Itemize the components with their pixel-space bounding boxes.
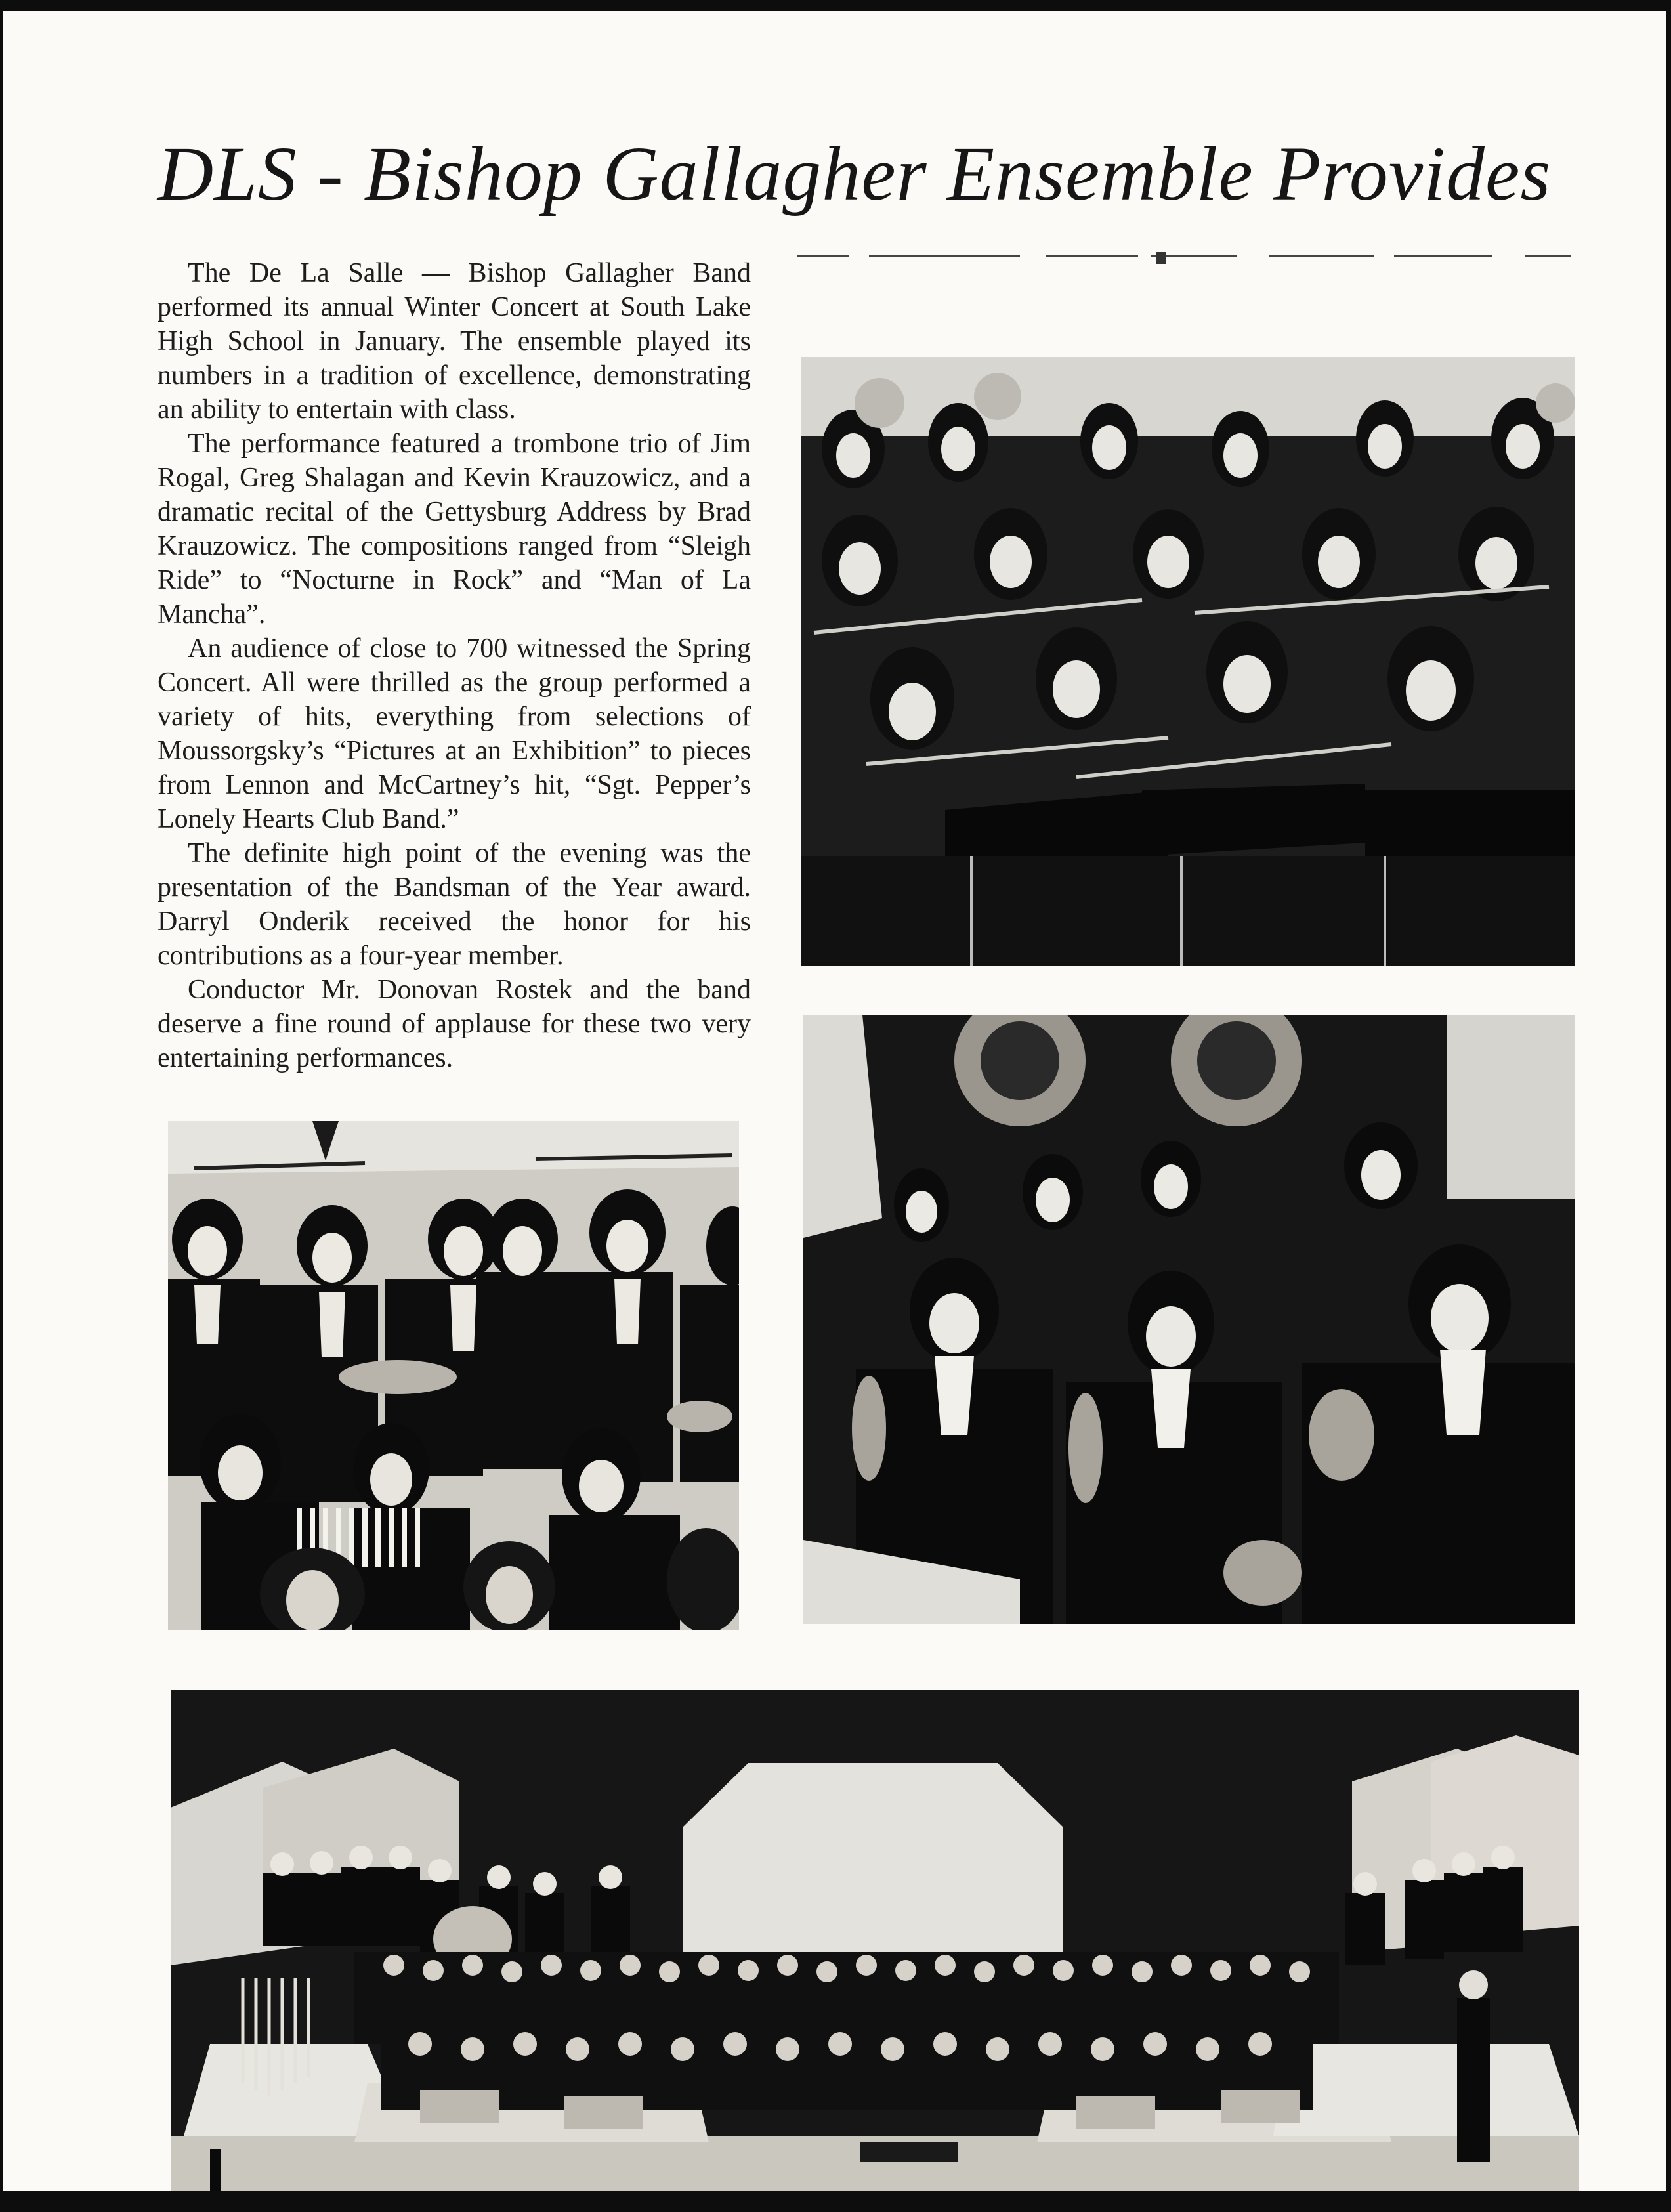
photo-flute-section — [801, 357, 1575, 966]
dashed-rule — [797, 251, 1571, 265]
article-paragraph: The definite high point of the evening was the presentation of the Bandsman of the Year award. Darryl Onderik received the honor for his contributions as a four-year member. — [158, 838, 751, 971]
article-paragraph: The De La Salle — Bishop Gallagher Band performed its annual Winter Concert at South Lake High School in January. The ensemble played its numbers in a tradition of excellence, demonstrating an ability to entertain with class. — [158, 258, 751, 425]
article-paragraph: Conductor Mr. Donovan Rostek and the band deserve a fine round of applause for these two very entertaining performances. — [158, 975, 751, 1073]
page-headline: DLS - Bishop Gallagher Ensemble Provides — [158, 131, 1552, 217]
yearbook-page — [3, 11, 1666, 2191]
article-body — [158, 256, 751, 1075]
photo-saxophone-section — [803, 1015, 1575, 1624]
article-paragraph: The performance featured a trombone trio of Jim Rogal, Greg Shalagan and Kevin Krauzowicz, and a dramatic recital of the Gettysburg Address by Brad Krauzowicz. The compositions ranged from “Sleigh Ride” to “Nocturne in Rock” and “Man of La Mancha”. — [158, 429, 751, 629]
photo-percussion-section — [168, 1121, 739, 1630]
photo-full-band-on-stage — [171, 1690, 1579, 2191]
article-paragraph: An audience of close to 700 witnessed the Spring Concert. All were thrilled as the group performed a variety of hits, everything from selections of Moussorgsky’s “Pictures at an Exhibition” to pieces from Lennon and McCartney’s hit, “Sgt. Pepper’s Lonely Hearts Club Band.” — [158, 633, 751, 834]
